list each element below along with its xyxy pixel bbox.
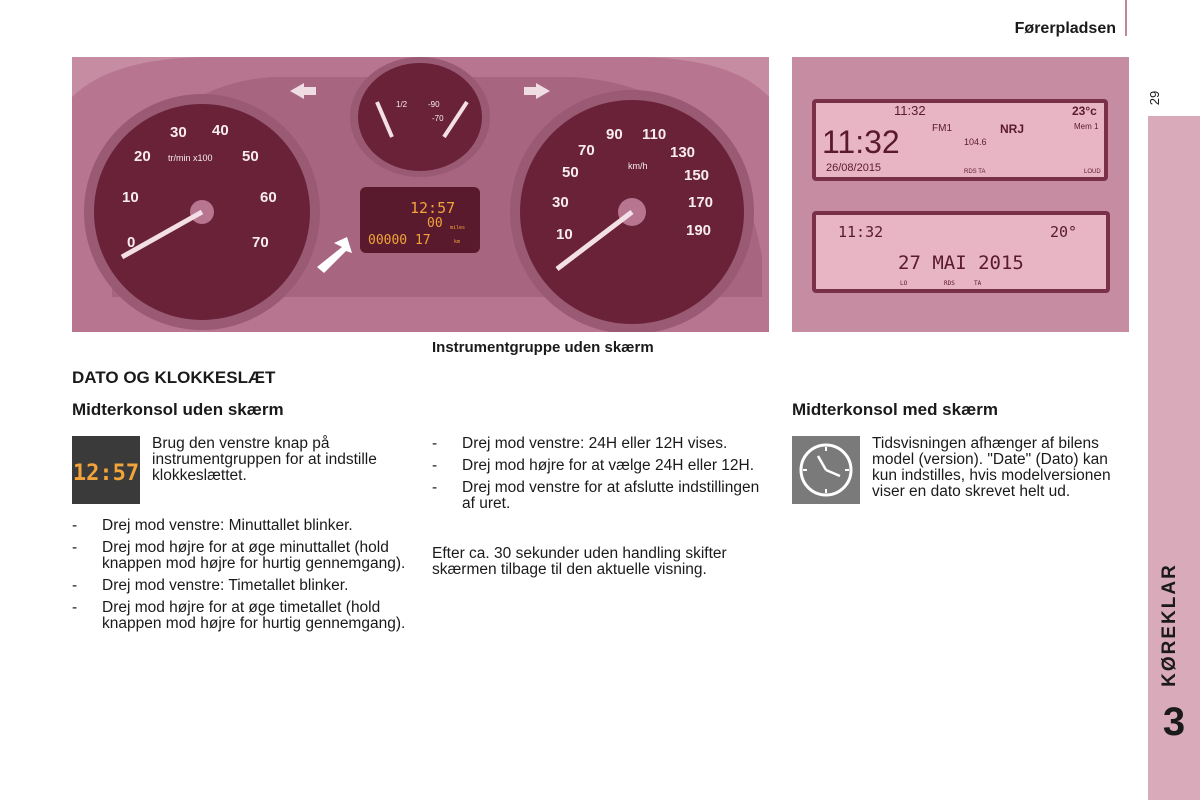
speed-label: 30: [552, 194, 569, 211]
list-item: - Drej mod højre for at øge timetallet (hold knappen mod højre for hurtig gennemgang).: [72, 600, 412, 632]
lcd-mid: 00: [427, 216, 443, 231]
tach-unit: tr/min x100: [168, 153, 213, 163]
left-instruction-list: [72, 518, 412, 638]
right-intro-text: Tidsvisningen afhænger af bilens model (version). "Date" (Dato) kan kun indstilles, hvis modelversionen viser en dato skrevet helt ud.: [872, 435, 1111, 500]
display-station: NRJ: [1000, 122, 1025, 136]
tach-label: 20: [134, 148, 151, 165]
chapter-number: 3: [1162, 700, 1186, 744]
display2-rds: RDS: [944, 280, 955, 287]
speed-label: 10: [556, 226, 573, 243]
list-item: - Drej mod højre for at øge minuttallet (hold knappen mod højre for hurtig gennemgang).: [72, 540, 412, 572]
display-rds: RDS TA: [964, 169, 986, 175]
tach-label: 0: [127, 234, 136, 251]
display-small-time: 11:32: [894, 103, 926, 118]
speed-label: 130: [670, 144, 696, 161]
speed-label: 110: [642, 126, 667, 143]
center-display-image: [792, 57, 1129, 332]
display2-time: 11:32: [838, 223, 884, 241]
tach-label: 70: [252, 234, 269, 251]
figure-caption: Instrumentgruppe uden skærm: [432, 339, 654, 356]
right-subtitle: Midterkonsol med skærm: [792, 400, 998, 419]
display2-date: 27 MAI 2015: [898, 252, 1024, 274]
header-rule: [1125, 0, 1127, 36]
lcd-unit-km: km: [454, 239, 461, 245]
display-date: 26/08/2015: [826, 162, 882, 174]
display-big-time: 11:32: [822, 124, 900, 160]
instrument-cluster-image: [72, 57, 769, 332]
temp-label: -90: [428, 100, 440, 109]
tach-label: 30: [170, 124, 187, 141]
running-header: Førerpladsen: [1014, 20, 1116, 37]
analog-clock-icon: [792, 436, 860, 504]
display-memory: Mem 1: [1074, 122, 1099, 131]
speed-unit: km/h: [628, 161, 648, 171]
display-band: FM1: [932, 123, 952, 134]
tach-label: 60: [260, 189, 277, 206]
page-number: 29: [1147, 90, 1162, 106]
fuel-label: 1/2: [396, 100, 408, 109]
list-item: - Drej mod højre for at vælge 24H eller 12H.: [432, 458, 762, 474]
list-item: - Drej mod venstre: Timetallet blinker.: [72, 578, 412, 594]
speed-label: 90: [606, 126, 623, 143]
display2-lo: LO: [900, 280, 908, 287]
speed-label: 150: [684, 167, 710, 184]
display2-temp: 20°: [1050, 223, 1078, 241]
display-loud: LOUD: [1084, 169, 1101, 175]
tach-label: 50: [242, 148, 259, 165]
tach-label: 10: [122, 189, 139, 206]
list-item: - Drej mod venstre: Minuttallet blinker.: [72, 518, 412, 534]
lcd-time: 12:57: [410, 199, 456, 217]
tach-label: 40: [212, 122, 229, 139]
speed-label: 190: [686, 222, 712, 239]
digital-clock-icon: [72, 436, 140, 504]
left-subtitle: Midterkonsol uden skærm: [72, 400, 284, 419]
speed-label: 170: [688, 194, 714, 211]
speed-label: 50: [562, 164, 579, 181]
speed-label: 70: [578, 142, 595, 159]
display-frequency: 104.6: [964, 137, 987, 147]
timeout-paragraph: Efter ca. 30 sekunder uden handling skifter skærmen tilbage til den aktuelle visning.: [432, 545, 727, 578]
display2-ta: TA: [974, 280, 982, 287]
list-item: - Drej mod venstre: 24H eller 12H vises.: [432, 436, 762, 452]
lcd-unit-miles: miles: [450, 225, 466, 231]
left-intro-text: Brug den venstre knap på instrumentgruppen for at indstille klokkeslættet.: [152, 435, 377, 484]
display-temp: 23°c: [1072, 104, 1097, 118]
temp-label: -70: [432, 114, 444, 123]
middle-instruction-list: [432, 436, 762, 518]
digital-clock-text: 12:57: [72, 461, 140, 486]
lcd-odometer: 00000 17: [368, 233, 431, 248]
list-item: - Drej mod venstre for at afslutte indstillingen af uret.: [432, 480, 762, 512]
chapter-tab-label: KØREKLAR: [1159, 563, 1180, 687]
section-title: DATO OG KLOKKESLÆT: [72, 368, 276, 387]
